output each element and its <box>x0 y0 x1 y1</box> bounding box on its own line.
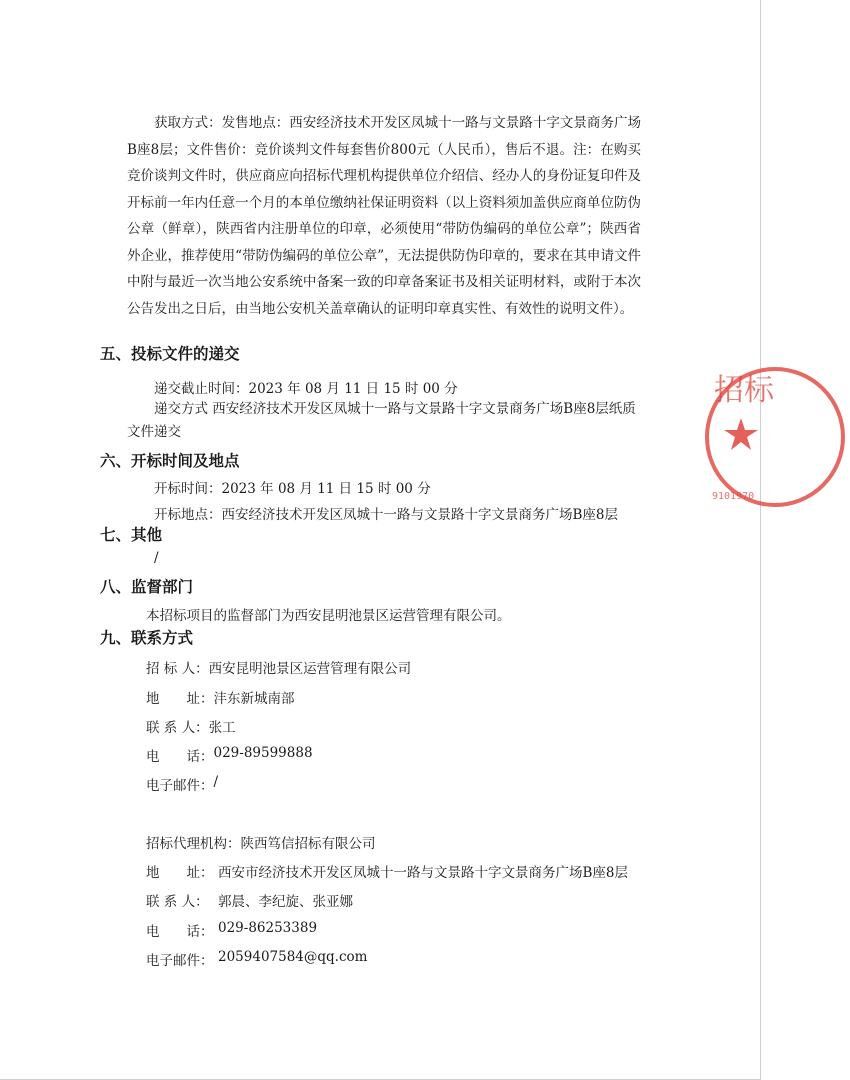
opening-time: 开标时间：2023 年 08 月 11 日 15 时 00 分 <box>154 481 431 497</box>
row-label: 招 标 人： <box>146 661 209 677</box>
tenderer-email-row <box>146 774 218 794</box>
row-label: 电 话： <box>146 749 214 765</box>
submission-method: 递交方式 西安经济技术开发区凤城十一路与文景路十字文景商务广场B座8层纸质文件递交 <box>127 401 636 440</box>
section7-heading: 七、其他 <box>100 526 163 544</box>
row-value: 西安市经济技术开发区凤城十一路与文景路十字文景商务广场B座8层 <box>218 865 629 881</box>
acquisition-paragraph: 获取方式：发售地点：西安经济技术开发区凤城十一路与文景路十字文景商务广场B座8层；文件售价：竞价谈判文件每套售价800元（人民币），售后不退。注：在购买竞价谈判文件时，供应商应向招标代理机构提供单位介绍信、经办人的身份证复印件及开标前一年内任意一个月的本单位缴纳社保证明资料（以上资料须加盖供应商单位防伪公章（鲜章），陕西省内注册单位的印章，必须使用“带防伪编码的单位公章”；陕西省外企业，推荐使用“带防伪编码的单位公章”，无法提供防伪印章的，要求在其申请文件中附与最近一次当地公安系统中备案一致的印章备案证书及相关证明材料，或附于本次公告发出之日后，由当地公安机关盖章确认的证明印章真实性、有效性的说明文件）。 <box>127 115 641 317</box>
row-value: / <box>213 774 219 790</box>
row-value: 029-86253389 <box>218 920 318 936</box>
row-label: 联 系 人： <box>146 720 209 736</box>
section5-heading: 五、投标文件的递交 <box>100 345 240 363</box>
official-seal-stamp <box>700 362 850 512</box>
row-value: 陕西笃信招标有限公司 <box>240 836 376 852</box>
tenderer-contact-row <box>146 716 236 736</box>
supervision-content: 本招标项目的监督部门为西安昆明池景区运营管理有限公司。 <box>146 608 511 624</box>
seal-text: 招标 <box>714 373 774 408</box>
row-label: 地 址： <box>146 865 214 881</box>
row-label: 电子邮件： <box>146 953 214 969</box>
row-label: 联 系 人： <box>146 894 209 910</box>
seal-star-icon <box>724 418 758 450</box>
other-content: / <box>154 550 159 566</box>
agency-email-row <box>146 949 367 969</box>
agency-phone-row <box>146 920 317 940</box>
row-value: 2059407584@qq.com <box>218 949 368 965</box>
agency-address-row <box>146 861 628 881</box>
section6-heading: 六、开标时间及地点 <box>100 452 240 470</box>
tenderer-phone-row <box>146 745 313 765</box>
opening-place: 开标地点：西安经济技术开发区凤城十一路与文景路十字文景商务广场B座8层 <box>154 507 619 523</box>
seal-code: 9101970 <box>712 491 755 502</box>
tenderer-address-row <box>146 687 295 707</box>
row-label: 电子邮件： <box>146 778 214 794</box>
section9-heading: 九、联系方式 <box>100 629 194 647</box>
row-label: 电 话： <box>146 924 214 940</box>
row-value: 郭晨、李纪旋、张亚娜 <box>218 894 353 910</box>
agency-name-row <box>146 832 376 852</box>
row-label: 招标代理机构： <box>146 836 241 852</box>
row-value: 西安昆明池景区运营管理有限公司 <box>208 661 412 677</box>
row-value: 沣东新城南部 <box>213 691 295 707</box>
agency-contact-row <box>146 890 353 910</box>
submission-deadline: 递交截止时间：2023 年 08 月 11 日 15 时 00 分 <box>154 381 458 397</box>
row-value: 029-89599888 <box>213 745 313 761</box>
row-label: 地 址： <box>146 691 214 707</box>
tenderer-name-row <box>146 657 411 677</box>
section8-heading: 八、监督部门 <box>100 578 194 596</box>
row-value: 张工 <box>208 720 236 736</box>
